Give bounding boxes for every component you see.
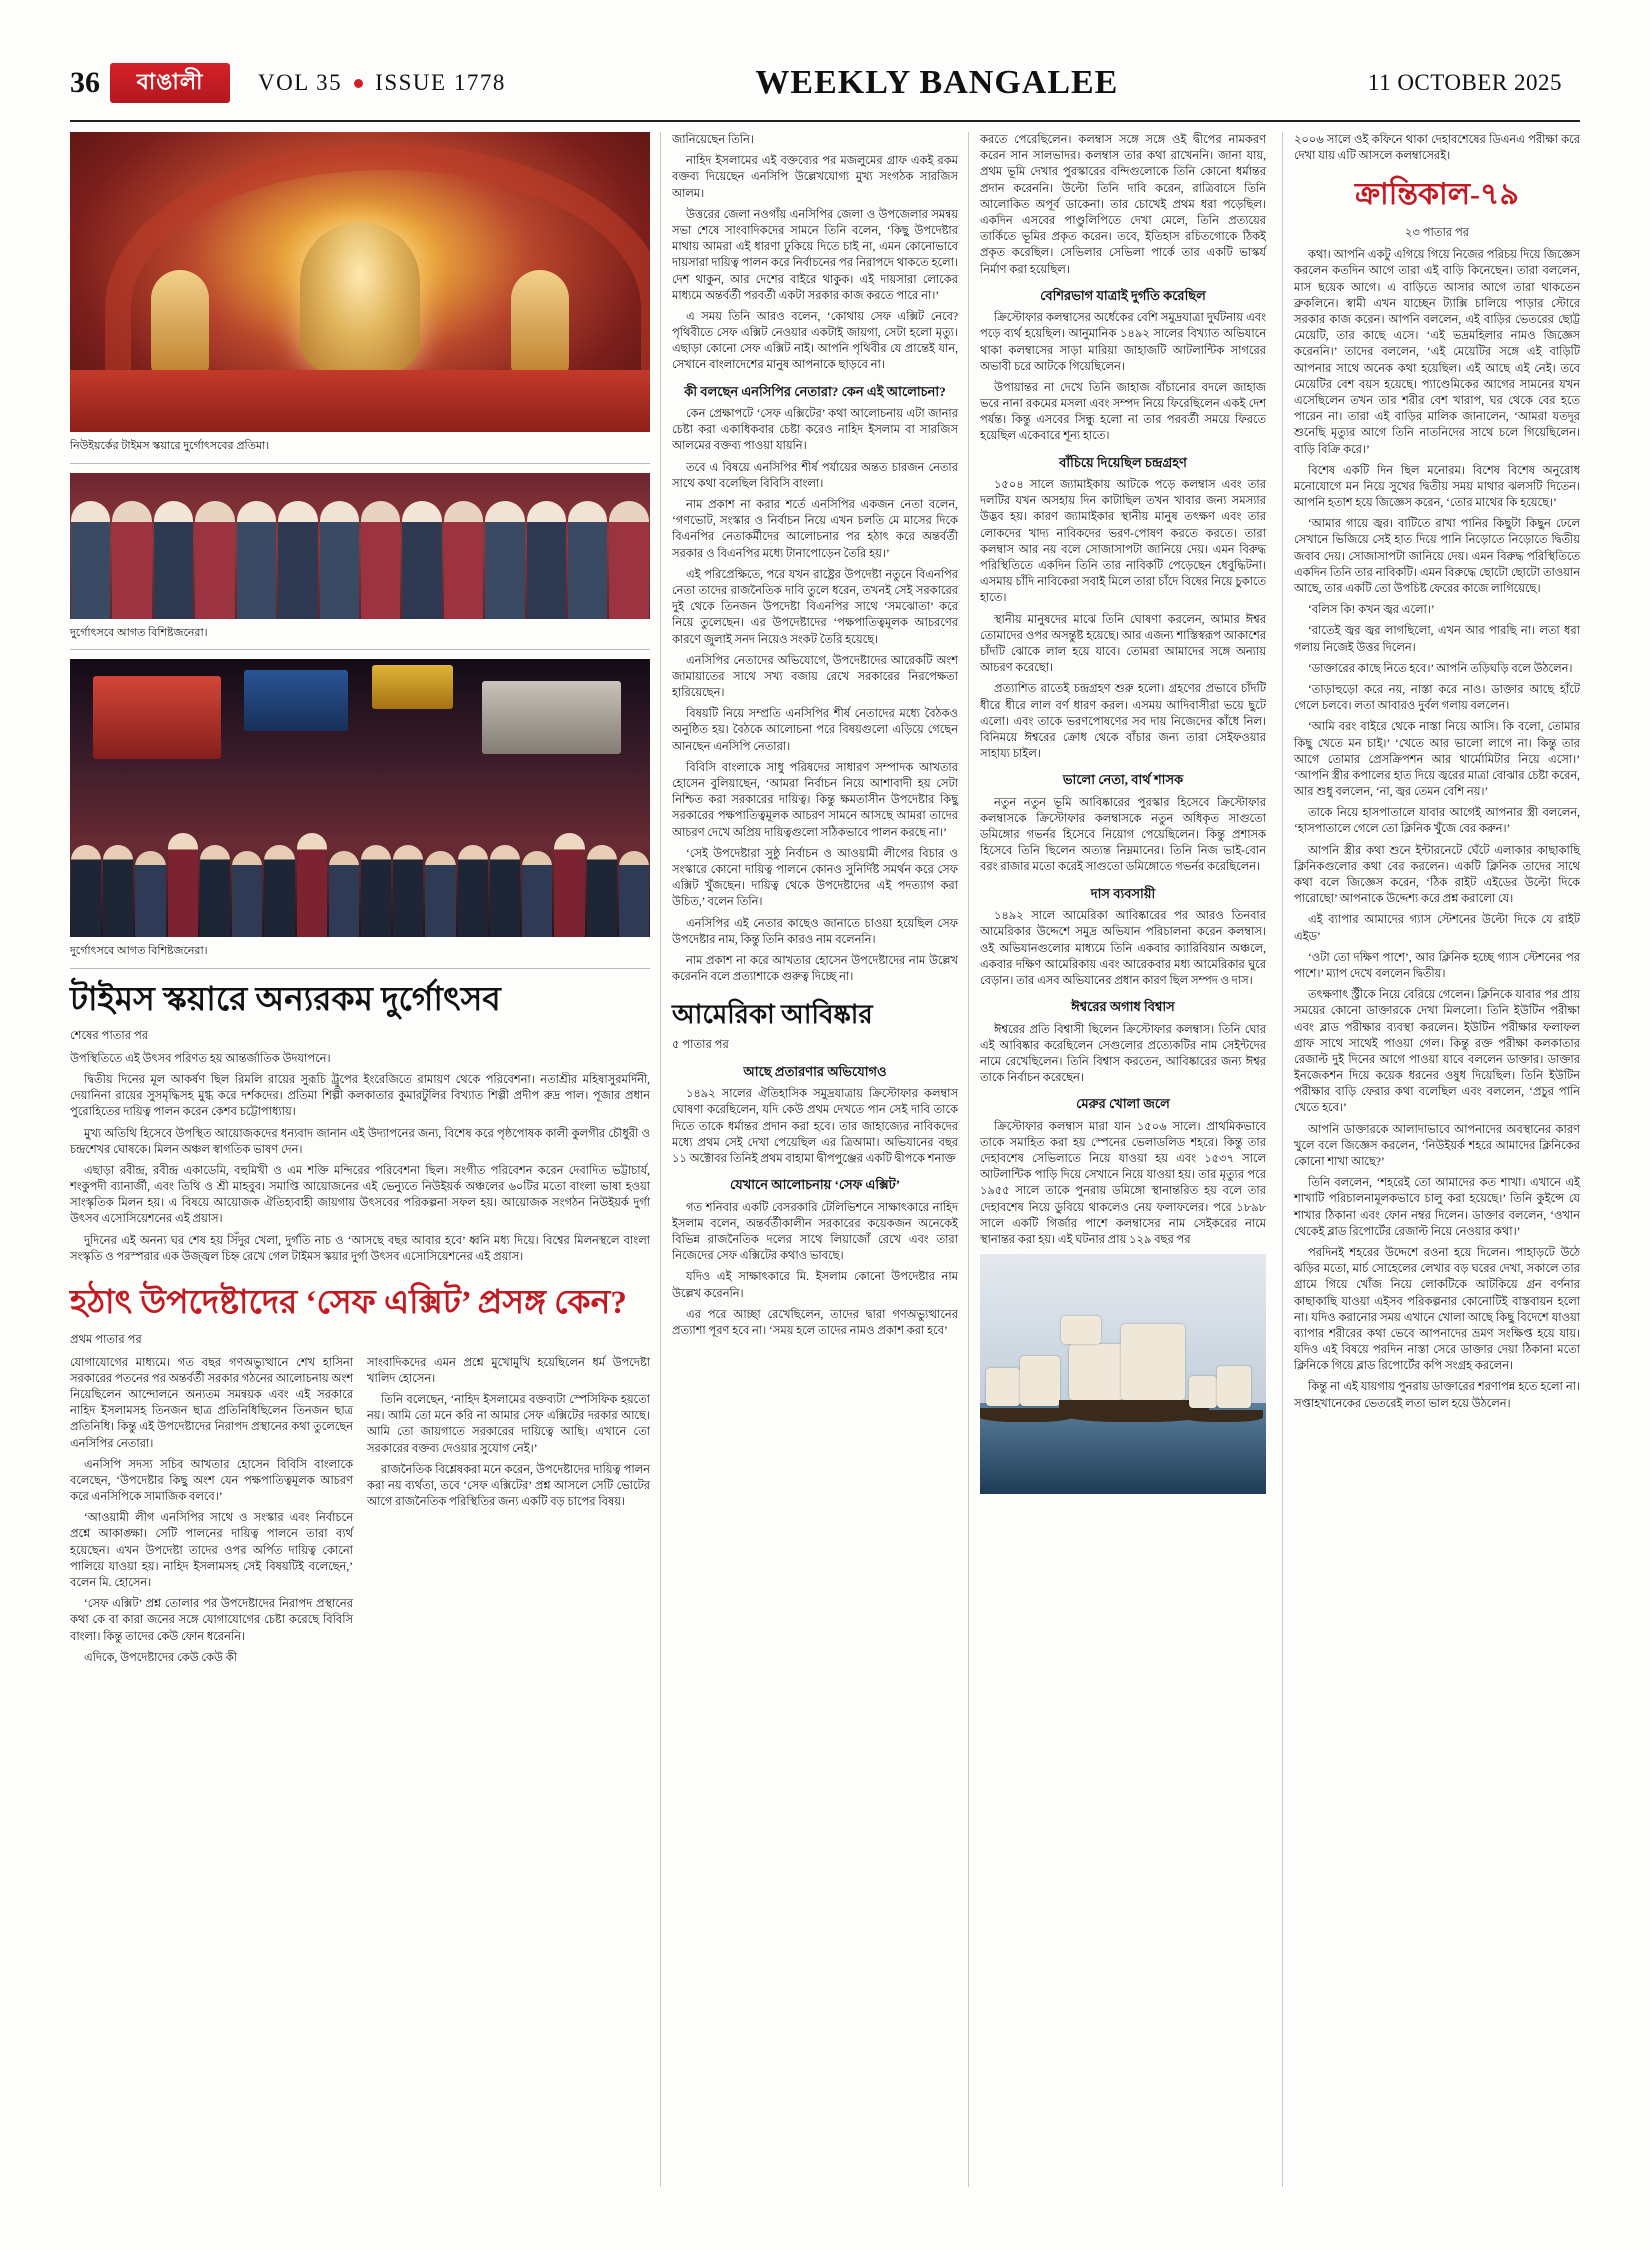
body-paragraph: গত শনিবার একটি বেসরকারি টেলিভিশনে সাক্ষাৎকারে নাহিদ ইসলাম বলেন, অন্তর্বর্তীকালীন সরকারের কয়েকজন অনেকেই বিভিন্ন রাজনৈতিক দলের সাথে লিয়াজোঁ রেখে এবং তারা নিজেদের সেফ এক্সিটের কথাও ভাবছে। [672, 1201, 958, 1263]
column-1 [70, 132, 650, 1671]
guests-group-photo [70, 473, 650, 619]
body-paragraph: ক্রিস্টোফার কলম্বাসের অর্ধেকের বেশি সমুদ্রযাত্রা দুর্ঘটনায় এবং পড়ে ব্যর্থ হয়েছিল। আনুমানিক ১৪৯২ সালের বিখ্যাত অভিযানে থাকা কলম্বাসের সাড়া মারিয়া জাহাজটি আটলান্টিক সাগরের অভাবী চরে আটকে গিয়েছিলেন। [980, 312, 1266, 373]
photo-caption: দুর্গোৎসবে আগত বিশিষ্টজনেরা। [70, 941, 650, 969]
body-paragraph: এই ব্যাপার আমাদের গ্যাস স্টেশনের উল্টো দিকে যে রাইট এইড’ [1294, 914, 1580, 943]
column-2 [672, 132, 958, 1344]
body-paragraph: ‘বলিস কি! কখন জ্বর এলো।’ [1308, 604, 1435, 617]
volume-issue [258, 70, 506, 96]
headline-america: আমেরিকা আবিষ্কার [672, 1000, 873, 1030]
photo-caption: দুর্গোৎসবে আগত বিশিষ্টজনেরা। [70, 623, 650, 651]
body-paragraph: ১৪৯২ সালের ঐতিহাসিক সমুদ্রযাত্রায় ক্রিস্টোফার কলম্বাস ঘোষণা করেছিলেন, যদি কেউ প্রথম দেখতে পান সেই দাবি তাকে দিতে তাকে ধর্মান্তর প্রদান করা হবে। তার জাহাজ্যের নাবিকদের মধ্যে প্রথম সেই দেখা পেয়েছিল এর ত্রিআমা। অভিযানের বছর ১১ অক্টোবর তিনিই প্রথম বাহামা দ্বীপপুঞ্জের একটি দ্বীপকে শনাক্ত [672, 1088, 958, 1165]
body-paragraph: সাংবাদিকদের এমন প্রশ্নে মুখোমুখি হয়েছিলেন ধর্ম উপদেষ্টা খালিদ হোসেন। [367, 1356, 650, 1385]
body-paragraph: নাহিদ ইসলামের এই বক্তব্যের পর মজলুমের গ্রাফ একই রকম বক্তব্য দিয়েছেন এনসিপি উল্লেখযোগ্য মুখ্য সংগঠক সারজিস আলম। [672, 155, 958, 200]
body-paragraph: বিষয়টি নিয়ে সম্প্রতি এনসিপির শীর্ষ নেতাদের মধ্যে বৈঠকও অনুষ্ঠিত হয়। বৈঠকে আলোচনা পরে বিষয়গুলো এড়িয়ে গেছেন আনছেন এনসিপি নেতারা। [672, 708, 958, 753]
subhead-columbus-voyage: বেশিরভাগ যাত্রাই দুর্গতি করেছিল [1040, 287, 1206, 303]
body-paragraph: কথা। আপনি একটু এগিয়ে গিয়ে নিজের পরিচয় দিয়ে জিজ্ঞেস করলেন কতদিন আগে তারা এই বাড়ি কিনেছেন। তারা বললেন, মাস ছয়েক আগে। এ বাড়িতে আসার আগে তারা থাকতেন ব্রুকলিনে। স্বামী এখন যাচ্ছেন ট্যাক্সি চালিয়ে পাড়ার স্টোরে সরকার কাজ করেন। আপনি বললেন, এই বাড়ির ভেতরের ছোট্ট মেয়েটি, তার কাছে এসে। ‘এই ভদ্রমহিলার নামও জিজ্ঞেস করেননি।’ তাদের বললেন, ‘এই মেয়েটির সঙ্গে এই বাড়িটি আপনার সাথে অনেক কথা হয়েছিল। এই আছে এই নেই। তবে মেয়েটির বেশ বয়স হয়েছে। প্যাণ্ডেমিকের আগের সামনের যখন এসেছিলেন তখন তার শরীর বেশ খারাপ, ঘর থেকে বের হতে পারেন না। তারা এই বাড়ির মালিক জানালেন, ‘আমরা যতদূর শুনেছি মৃত্যুর আগে তিনি নাতনিদের সাথে চলে গিয়েছিলেন। বাড়ি বিক্রি করে।’ [1294, 249, 1580, 456]
masthead [70, 55, 1580, 111]
body-paragraph: তিনি বলেছেন, ‘নাহিদ ইসলামের বক্তব্যটা স্পেসিফিক হয়তো নয়। আমি তো মনে করি না আমার সেফ এক্সিটের দরকার আছে। আমি তো জায়গাতে সরকারের দায়িত্বে আছি। এখানে তো সরকারের বক্তব্য দেওয়ার সুযোগ নেই।’ [367, 1393, 650, 1455]
body-paragraph: তবে এ বিষয়ে এনসিপির শীর্ষ পর্যায়ের অন্তত চারজন নেতার সাথে কথা বলেছিল বিবিসি বাংলা। [672, 461, 958, 490]
body-paragraph: আপনি স্ত্রীর কথা শুনে ইন্টারনেটে ঘেঁটে এলাকার কাছাকাছি ক্লিনিকগুলোর কথা বের করলেন। একটি ক্লিনিক তাদের সাথে কথা বলে জিজ্ঞেস করেন, ‘ঠিক রাইট এইডের উল্টো দিকে পারোছো’ আপনাকে উদ্দেশ্য করে প্রশ্ন করালো যে। [1294, 844, 1580, 906]
body-paragraph: ১৫০৪ সালে জ্যামাইকায় আটকে পড়ে কলম্বাস এবং তার দলটির যখন অসহায় দিন কাটাছিল তখন খাবার জন্য সমস্যার উদ্ভব হয়। কারণ জ্যামাইকার স্থানীয় মানুষ তৎক্ষণ এবং তার লোকদের খাদ্য নাবিকদের ভরণ-পোষণ করতে করতে। তারা কলম্বাস আর নয় বলে সোজাসাপটা জানিয়ে দেয়। এমন বিরুদ্ধ পরিস্থিতিতে একদিন তিনি তার নাবিকটি পেড়েছেন ধেবুদ্ধিটনা। এসমায় চাঁদি নাবিকেরা সবাই মিলে তারা চাঁদে বিষের নিয়ে চুকাতে হাতে। [980, 479, 1266, 605]
body-paragraph: ‘আমার গায়ে জ্বর। বাটিতে রাখা পানির কিছুটা কিছুন ঢেলে সেখানে ভিজিয়ে সেই হাত দিয়ে পানি নিড়োতে নিড়োতে দ্বিতীয় জবাব দেয়। সোজাসাপটা জানিয়ে দেয়। এমন বিরুদ্ধ পরিস্থিতিতে একদিন তিনি তার নাবিকটি। এমন বিরুদ্ধে ছোটো ছোটো তাওয়ান আছে, তার একটি তো উপচিষ্ট ফেরের কাজে লাগিয়েছে। [1294, 518, 1580, 596]
kicker-america: ৫ পাতার পর [672, 1039, 729, 1052]
kicker-krantikal: ২৩ পাতার পর [1404, 226, 1470, 239]
body-paragraph: ‘আওয়ামী লীগ এনসিপির সাথে ও সংস্কার এবং নির্বাচনে প্রশ্নে আকাঙ্ক্ষা। সেটি পালনের দায়িত্ব পালনে তারা ব্যর্থ হয়েছেন। এখন উপদেষ্টা তাদের ওপর অর্পিত দায়িত্ব কোনো পালিয়ে যাওয়া হয়। নাহিদ ইসলামসহ সেই বিষয়টিই বলেছেন,’ বলেন মি. হোসেন। [70, 1512, 353, 1590]
body-paragraph: দ্বিতীয় দিনের মূল আকর্ষণ ছিল রিমলি রায়ের সুরূচি ট্রুপের ইংরেজিতে রামায়ণ থেকে পরিবেশনা। নতাশ্রীর মহিষাসুরমর্দিনী, দেয়ানিনা রায়ের সুসমৃদ্ধিসহ মুগ্ধ করে দর্শকদের। প্রতিমা শিল্পী কলকাতার কুমারটুলির বিখ্যাত শিল্পী প্রদীপ রুদ্র পাল। পূজার প্রধান পুরোহিতের দায়িত্ব পালন করেন কেশব চট্টোপাধ্যায়। [70, 1073, 650, 1119]
body-paragraph: ‘ওটা তো দক্ষিণ পাশে’, আর ক্লিনিক হচ্ছে গ্যাস স্টেশনের পর পাশে।’ ম্যাপ দেখে বললেন দ্বিতীয়। [1294, 951, 1580, 980]
times-square-crowd-photo [70, 659, 650, 937]
issue-date: 11 OCTOBER 2025 [1367, 70, 1562, 95]
body-paragraph: উপস্থিতিতে এই উৎসব পরিণত হয় আন্তর্জাতিক উদযাপনে। [70, 1052, 331, 1065]
column-divider [1282, 132, 1283, 2187]
body-paragraph: ‘আমি বরং বাইরে থেকে নাস্তা নিয়ে আসি। কি বলো, তোমার কিছু খেতে মন চাই।’ ‘খেতে আর ভালো লাগে না। কিন্তু তার আগে তোমার প্রেসক্রিপশন আর থার্মোমিটার নিয়ে এসো।’ ‘আপনি স্ত্রীর কপালের হাত দিয়ে জ্বরের মাত্রা বোঝার চেষ্টা করেন, আর শুধু বললেন, ‘না, জ্বর তেমন বেশি নয়।’ [1294, 721, 1580, 799]
headline-krantikal: ক্রান্তিকাল-৭৯ [1354, 178, 1520, 212]
body-paragraph: প্রত্যাশিত রাতেই চন্দ্রগ্রহণ শুরু হলো। গ্রহণের প্রভাবে চাঁদটি ধীরে ধীরে লাল বর্ণ ধারণ করল। এসময় আদিবাসীরা ভয়ে ছুটে এলো। এবং তাকে ভরণপোষণের সব দায় নিজেদের কাঁধে নিল। বিনিময়ে ঈশ্বরের ক্রোধ থেকে বাঁচার জন্য তারা সেইফওয়ার সাহায্য চাইল। [980, 683, 1266, 761]
column-divider [660, 132, 661, 2187]
headline-times-square: টাইমস স্কয়ারে অন্যরকম দুর্গোৎসব [70, 981, 501, 1018]
body-paragraph: ঈশ্বরের প্রতি বিশ্বাসী ছিলেন ক্রিস্টোফার কলম্বাস। তিনি ঘোর এই আবিষ্কার করেছিলেন সেগুলোর প্রত্যেকটির নাম সেইন্টদের নামে রেখেছিলেন। তিনি বিশ্বাস করতেন, আবিষ্কারের জন্য ঈশ্বর তাকে নির্বাচন করেছেন। [980, 1023, 1266, 1085]
body-paragraph: রাজনৈতিক বিশ্লেষকরা মনে করেন, উপদেষ্টাদের দায়িত্ব পালন করা নয় ব্যর্থতা, তবে ‘সেফ এক্সিটের’ প্রশ্ন আসলে সেটি ভোটের আগে রাজনৈতিক পরিস্থিতির জন্য একটি বড় চাপের বিষয়। [367, 1463, 650, 1509]
body-paragraph: যদিও এই সাক্ষাৎকারে মি. ইসলাম কোনো উপদেষ্টার নাম উল্লেখ করেননি। [672, 1271, 958, 1300]
volume-label: VOL 35 [258, 70, 343, 95]
body-paragraph: ‘রাতেই জ্বর জ্বর লাগছিলো, এখন আর পারছি না। লতা ধরা গলায় নিজেই উত্তর দিলেন। [1294, 625, 1580, 654]
body-paragraph: এদিকে, উপদেষ্টাদের কেউ কেউ কী [84, 1651, 237, 1664]
masthead-rule [70, 120, 1580, 122]
safe-exit-column-left [70, 1355, 353, 1671]
body-paragraph: জানিয়েছেন তিনি। [672, 134, 754, 146]
body-paragraph: দুদিনের এই অনন্য ঘর শেষ হয় সিঁদুর খেলা, দুর্গতি নাচ ও ‘আসছে বছর আবার হবে’ ধ্বনি মধ্য দিয়ে। বিশ্বের মিলনস্থলে বাংলা সংস্কৃতি ও পরস্পরার এক উজ্জ্বল চিহ্ন রেখে গেল টাইমস স্কয়ার দুর্গা উৎসব এসোসিয়েশনের এই প্রয়াস। [70, 1234, 650, 1263]
safe-exit-two-column-body [70, 1355, 650, 1671]
body-paragraph: করতে পেরেছিলেন। কলম্বাস সঙ্গে সঙ্গে ওই দ্বীপের নামকরণ করেন সান সালভাদর। কলম্বাস তার কথা রাখেননি। জানা যায়, প্রথম ভূমি দেখার পুরস্কারের বন্দিগুলোকে তিনি কোনো ধর্মান্তর প্রদান করেননি। উল্টো তিনি দাবি করেন, রাত্রিবাসে তিনি আলোকিত অপূর্ব ডাকেনা। তার চোখেই প্রথম ধরা পড়েছিল। একদিন এসবের পাণ্ডুলিপিতে দেখা মেলে, তিনি প্রত্যয়ের তার্কিতে ভূমির প্রকৃত করেন। তবে, ইতিহাস রচিতগোকে ঠিকই প্রকৃত করেছিল। সেভিলার সেভিলা পার্কে তার একটি ভাস্কর্য নির্মাণ করা হয়েছিল। [980, 134, 1266, 276]
body-paragraph: স্থানীয় মানুষদের মাঝে তিনি ঘোষণা করলেন, আমার ঈশ্বর তোমাদের ওপর অসন্তুষ্ট হয়েছে। আর এজন্য শাস্তিস্বরূপ আকাশের চাঁদটি ঝোকে লাল হয়ে যাবে। তোমরা আমাদের সঙ্গে অন্যায় আচরণ করেছো। [980, 613, 1266, 675]
body-paragraph: এই পরিপ্রেক্ষিতে, পরে যখন রাষ্ট্রের উপদেষ্টা নতুনে বিএনপির নেতা তাদের রাজনৈতিক দাবি তুলে ধরেন, তখনই সেই সরকারের দুই থেকে তিনজন উপদেষ্টা বিএনপির সাথে ‘সমঝোতা’ করে নিয়ে তুলেছেন। এর উপদেষ্টাদের ‘পক্ষপাতিত্বমূলক আচরণের কারণে জুলাই সনদ নিয়েও সংকট তৈরি হয়েছে। [672, 568, 958, 646]
body-paragraph: ১৪৯২ সালে আমেরিকা আবিষ্কারের পর আরও তিনবার আমেরিকার উদ্দেশে সমুদ্র অভিযান পরিচালনা করেন কলম্বাস। ওই অভিযানগুলোর মাধ্যমে তিনি একবার ক্যারিবিয়ান অঞ্চলে, একবার দক্ষিণ আমেরিকায় এবং আরেকবার মধ্য আমেরিকার ঘুরে বেড়ান। তার এসব অভিযানের প্রধান কারণ ছিল সম্পদ ও দাস। [980, 910, 1266, 987]
issue-label: ISSUE 1778 [375, 70, 506, 95]
body-paragraph: এনসিপির এই নেতার কাছেও জানাতে চাওয়া হয়েছিল সেফ উপদেষ্টার নাম, কিন্তু তিনি কারও নাম বলেননি। [672, 917, 958, 946]
subhead-slave-trade: দাস ব্যবসায়ী [1090, 885, 1156, 901]
body-paragraph: উত্তরের জেলা নওগাঁয় এনসিপির জেলা ও উপজেলার সমন্বয় সভা শেষে সাংবাদিকদের সামনে তিনি বলেন, ‘কিছু উপদেষ্টার মাথায় আমরা এই ধারণা ঢুকিয়ে দিতে চাই না, এমন কোনোভাবে দায়সারা দায়িত্ব পালন করে নির্বাচনের পর নিরাপদে থাকতে হলো। দেশ থাকুন, আর দেশের বাইরে থাকুক। এই দায়সারা লোকের মাধ্যমে অন্তর্বর্তী পরবর্তী একটা সরকার কাজ করতে পারে না।’ [672, 208, 958, 302]
body-paragraph: তাকে নিয়ে হাসপাতালে যাবার আগেই আপনার স্ত্রী বললেন, ‘হাসপাতালে গেলে তো ক্লিনিক খুঁজে বের করুন।’ [1294, 807, 1580, 836]
subhead-good-leader: ভালো নেতা, বার্থ শাসক [1062, 772, 1184, 788]
subhead-allegations: আছে প্রতারণার অভিযোগও [743, 1063, 887, 1079]
body-paragraph: ‘তাড়াহুড়ো করে নয়, নাস্তা করে নাও। ডাক্তার আছে হাঁটে গেলে চলবে। লতা আবারও দুর্বল গলায় বললেন। [1294, 683, 1580, 713]
body-paragraph: এ সময় তিনি আরও বলেন, ‘কোথায় সেফ এক্সিট নেবে? পৃথিবীতে সেফ এক্সিট নেওয়ার একটাই জায়গা, সেটা হলো মৃত্যু। এছাড়া কোনো সেফ এক্সিট নাই। আপনি পৃথিবীর যে প্রান্তেই যান, সেখানে বাংলাদেশের মানুষ আপনাকে ছাড়বে না। [672, 310, 958, 372]
subhead-safe-exit-talk: যেখানে আলোচনায় ‘সেফ এক্সিট’ [729, 1177, 901, 1193]
photo-caption: নিউইয়র্কের টাইমস স্কয়ারে দুর্গোৎসবের প্রতিমা। [70, 436, 650, 464]
subhead-open-sea: মেরুর খোলা জলে [1076, 1096, 1170, 1112]
body-paragraph: নতুন নতুন ভূমি আবিষ্কারের পুরস্কার হিসেবে ক্রিস্টোফার কলম্বাসকে ক্রিস্টোফার কলম্বাসকে নতুন অধিকৃত সাগুতো ডমিঙ্গোর গভর্নর হিসেবে নিয়োগ পেয়েছিলেন। কিন্তু প্রশাসক হিসেবে তিনি ছিলেন অত্যন্ত নিম্নমানের। তিনি নিজ ভাই-বোন বরং রাজার মতো করেই সাগুতো ডমিঙ্গোতে গভর্নর করেছিলেন। [980, 796, 1266, 874]
headline-safe-exit: হঠাৎ উপদেষ্টাদের ‘সেফ এক্সিট’ প্রসঙ্গ কেন? [70, 1285, 627, 1321]
paper-title: WEEKLY BANGALEE [755, 64, 1119, 101]
durga-idol-photo [70, 132, 650, 432]
column-3 [980, 132, 1266, 1498]
body-paragraph: এছাড়া রবীন্দ্র, রবীন্দ্র একাডেমি, বহুমিখী ও এম শক্তি মন্দিরের পরিবেশনা ছিল। সংগীত পরিবেশন করেন দেবাদিত ভট্টাচার্য, শংকুপদী ব্যানার্জী, এবং তিথি ও শ্রী মাহবুব। সমাপ্তি আয়োজনের এই ভেন্যুতে নিউইয়র্ক অঞ্চলের ৬০টির মতো বাংলা ভাষা হওয়া সাংস্কৃতিক মিলন হয়। এ বিষয়ে আয়োজক ঐতিহ্যবাহী জায়গায় উৎসবের পরিকল্পনা সফল হয়। আয়োজক সংগঠন নিউইয়র্ক দুর্গা উৎসব এসোসিয়েশনের এই প্রয়াস। [70, 1164, 650, 1226]
safe-exit-column-right [367, 1355, 650, 1671]
bangalee-logo: বাঙালী [110, 63, 230, 103]
columbus-ships-painting [980, 1254, 1266, 1494]
body-paragraph: এনসিপির নেতাদের অভিযোগে, উপদেষ্টাদের আরেকটি অংশ জামায়াতের সাথে সখ্য বজায় রেখে সরকারের নিরপেক্ষতা হারিয়েছেন। [672, 654, 958, 700]
body-paragraph: তৎক্ষণাৎ স্ট্রীকে নিয়ে বেরিয়ে গেলেন। ক্লিনিকে যাবার পর প্রায় সময়ের কোনো ডাক্তারকে দেখা মিললো। তিনি ইউটিন পরীক্ষা এবং ব্লাড পরীক্ষার ব্যবস্থা করলেন। ইউটিন পরীক্ষার ফলাফল গ্রাফ সাথে সাথেই পাওয়া গেল। কিন্তু রক্ত পরীক্ষা কলকাতার রেজাল্ট দুই দিনের আগে পাওয়া যাবে বললেন ডাক্তার। ডাক্তার ইনজেকশন দিয়ে কয়েক ধরনের ওষুধ দিয়েছিল। তিনি ইউটিন পরীক্ষার বাড়ি ফেরার কথা বলেছিল এবং বললেন, ‘প্রচুর পানি খেতে হবে।’ [1294, 989, 1580, 1115]
body-paragraph: তিনি বললেন, ‘শহরেই তো আমাদের কত শাখা। এখানে এই শাখাটি পরিচালনামূলকভাবে চালু করা হয়েছে।’ তিনি কুইন্সে যে শাখার ঠিকানা এবং ফোন নম্বর দিলেন। ডাক্তার বললেন, ‘ওখান থেকেই ব্লাড রিপোর্টের রেজাল্ট নিয়ে নেওয়ার কথা।’ [1294, 1177, 1580, 1238]
body-paragraph: এর পরে আচ্ছা রেখেছিলেন, তাদের দ্বারা গণঅভ্যুত্থানের প্রত্যাশা পূরণ হবে না। ‘সময় হলে তাদের নামও প্রকাশ করা হবে’ [672, 1308, 958, 1337]
kicker-times-square: শেষের পাতার পর [70, 1030, 149, 1043]
column-4 [1294, 132, 1580, 1417]
body-paragraph: ‘সেফ এক্সিট’ প্রশ্ন তোলার পর উপদেষ্টাদের নিরাপদ প্রস্থানের কথা কে বা কারা জনের সঙ্গে যোগাযোগের চেষ্টা করেছে বিবিসি বাংলা। কিন্তু তাদের কেউ ফোন ধরেননি। [70, 1598, 353, 1643]
body-paragraph: কেন প্রেক্ষাপটে ‘সেফ এক্সিটের’ কথা আলোচনায় এটা জানার চেষ্টা করা একাধিকবার চেষ্টা করেও নাহিদ ইসলাম বা সারজিস আলমের বক্তব্য পাওয়া যায়নি। [672, 408, 958, 453]
body-paragraph: যোগাযোগের মাধ্যমে। গত বছর গণঅভ্যুত্থানে শেখ হাসিনা সরকারের পতনের পর অন্তর্বর্তী সরকার গঠনের আলোচনায় অংশ নিয়েছিলেন আন্দোলনে অন্যতম সমন্বয়ক এবং এই সরকারে নাহিদ ইসলামসহ তিনজন ছাত্র প্রতিনিধিছিলেন তিনজন ছাত্র প্রতিনিধি। কিন্তু এই উপদেষ্টাদের নিরাপদ প্রস্থানের কথা তুলেছেন এনসিপির নেতারা। [70, 1356, 353, 1450]
subhead-survivor: বাঁচিয়ে দিয়েছিল চন্দ্রগ্রহণ [1059, 454, 1187, 470]
kicker-safe-exit: প্রথম পাতার পর [70, 1334, 142, 1347]
body-paragraph: বিবিসি বাংলাকে সাধু পরিষদের সাধারণ সম্পাদক আখতার হোসেন বুলিয়াছেন, ‘আমরা নির্বাচন নিয়ে আশাবাদী হয় সেটা নিশ্চিত করা সরকারের দায়িত্ব। কিন্তু ক্ষমতাসীন উপদেষ্টার কিছু সরকারের পক্ষপাতিত্বমূলক আচরণ সামনে আসছে আমরা তাদের আচরণ দেখে অপ্রিয় দায়িত্বগুলো সঠিকভাবে পালন করছে না।’ [672, 761, 958, 839]
body-paragraph: আপনি ডাক্তারকে আলাদাভাবে আপনাদের অবস্থানের কারণ খুলে বলে জিজ্ঞেস করলেন, ‘নিউইয়র্ক শহরে আমাদের ক্লিনিকের কোনো শাখা আছে?’ [1294, 1123, 1580, 1169]
body-paragraph: নাম প্রকাশ না করে আখতার হোসেন উপদেষ্টাদের নাম উল্লেখ করেননি বলে প্রত্যাশাকে গুরুত্ব দিচ্ছে না। [672, 954, 958, 984]
separator-dot-icon [354, 79, 363, 88]
subhead-ncp-leaders: কী বলছেন এনসিপির নেতারা? কেন এই আলোচনা? [684, 383, 946, 399]
body-paragraph: ক্রিস্টোফার কলম্বাস মারা যান ১৫০৬ সালে। প্রাথমিকভাবে তাকে সমাহিত করা হয় স্পেনের ভেলাডলিড শহরে। কিন্তু তার দেহাবশেষ সেভিলাতে নিয়ে যাওয়া হয় এবং ১৫৩৭ সালে আটলান্টিক পাড়ি দিয়ে সেখানে নিয়ে যাওয়া হয়। তার মৃত্যুর পরে ১৯৫৫ সালে তাকে পুনরায় ডমিঙ্গো স্থানান্তরিত হয় বলে তার দেহাবশেষ নিয়ে ডুবিয়ে থাকলেও নেয় ফলাফলের। পরে ১৮৯৮ সালে একটি গির্জার পাশে কলম্বাসের নাম সেইকরের নামে স্থানান্তর করা হয়। এই ঘটনার প্রায় ১২৯ বছর পর [980, 1120, 1266, 1247]
body-paragraph: উপায়ান্তর না দেখে তিনি জাহাজ বাঁচানোর বদলে জাহাজ ভরে নানা রকমের মসলা এবং সম্পদ নিয়ে ফিরেছিলেন একই দেশ পর্যন্ত। কিন্তু এসবের সিন্ধু হলো না তার পরবর্তী সময়ে ফিরতে হয়েছিল একেবারে শূন্য হাতে। [980, 381, 1266, 443]
column-divider [968, 132, 969, 2187]
body-paragraph: বিশেষ একটি দিন ছিল মনোরম। বিশেষ বিশেষ অনুরোধ মনোযোগে মন নিয়ে সুখের দ্বিতীয় সময় মাথার ঝলসটি দিতেন। আপনি হতাশ হয়ে জিজ্ঞেস করেন, ‘তোর মাথের কি হয়েছে।’ [1294, 464, 1580, 510]
body-paragraph: এনসিপি সদস্য সচিব আখতার হোসেন বিবিসি বাংলাকে বলেছেন, ‘উপদেষ্টার কিছু অংশ যেন পক্ষপাতিত্বমূলক আচরণ করে এনসিপিকে সামাজিক বলবে।’ [70, 1458, 353, 1504]
body-paragraph: কিন্তু না এই যায়গায় পুনরায় ডাক্তারের শরণাপন্ন হতে হলো না। সপ্তাহখানেকের ভেতরেই লতা ভাল হয়ে উঠলেন। [1294, 1381, 1580, 1410]
page-number: 36 [70, 66, 100, 99]
body-paragraph: ‘সেই উপদেষ্টারা সুষ্ঠু নির্বাচন ও আওয়ামী লীগের বিচার ও সংস্কারে কোনো দায়িত্ব পালনে কোনও সুনির্দিষ্ট সমর্থন করে সেফ এক্সিট খুঁজছেন। দায়িত্ব থেকে উপদেষ্টাদের এই পদত্যাগ করা উচিত,’ বলেন তিনি। [672, 847, 958, 909]
body-paragraph: ‘ডাক্তারের কাছে নিতে হবে।’ আপনি তড়িঘড়ি বলে উঠলেন। [1308, 662, 1573, 675]
subhead-faith: ঈশ্বরের অগাধ বিশ্বাস [1071, 999, 1175, 1015]
body-paragraph: ২০০৬ সালে ওই কফিনে থাকা দেহাবশেষের ডিএনএ পরীক্ষা করে দেখা যায় এটি আসলে কলম্বাসেরই। [1294, 134, 1580, 163]
body-paragraph: নাম প্রকাশ না করার শর্তে এনসিপির একজন নেতা বলেন, ‘গণভোট, সংস্কার ও নির্বাচন নিয়ে এখন চলতি মে মাসের দিকে বিএনপির নেতাকর্মীদের আলোচনার পর হঠাৎ করে অন্তর্বর্তী সরকার ও বিএনপির মধ্যে টানাপোড়েন তৈরি হয়।’ [672, 499, 958, 560]
body-paragraph: মুখ্য অতিথি হিসেবে উপস্থিত আয়োজকদের ধন্যবাদ জানান এই উদ্যাপনের জন্য, বিশেষ করে পৃষ্ঠপোষক কালী কুলগীর চৌধুরী ও চন্দ্রশেখর ঘোষকে। মিলন অঞ্চল স্বাগতিক ভাষণ দেন। [70, 1127, 650, 1156]
body-paragraph: পরদিনই শহরের উদ্দেশে রওনা হয়ে দিলেন। পাহাড়টে উঠে ঝড়ির মতো, মার্চ সোহেলের লেখার বড় ঘরের দেখা, সকালে তার গ্রামে গিয়ে খোঁজ নিয়ে লোকটিকে আটকিয়ে গ্রন বর্ণনার কাছাকাছি যাওয়া এইসব পরিকল্পনার কোনোটিই বাস্তবায়ন হলো না। যদিও করানোর সময় এখানে খোলা আছে কিছু বিদেশে যাওয়া ব্যাপার শরীরের কথা ভেবে আপনাদের ভ্রমণ সংক্ষিপ্ত হয়ে যায়। যদিও এই বিষয়ে পরদিন নাস্তা সেরে ডাক্তার দেয়া ঠিকানা মতো ক্লিনিকে গিয়ে ব্লাড রিপোর্টের কপি সংগ্রহ করলেন। [1294, 1246, 1580, 1373]
